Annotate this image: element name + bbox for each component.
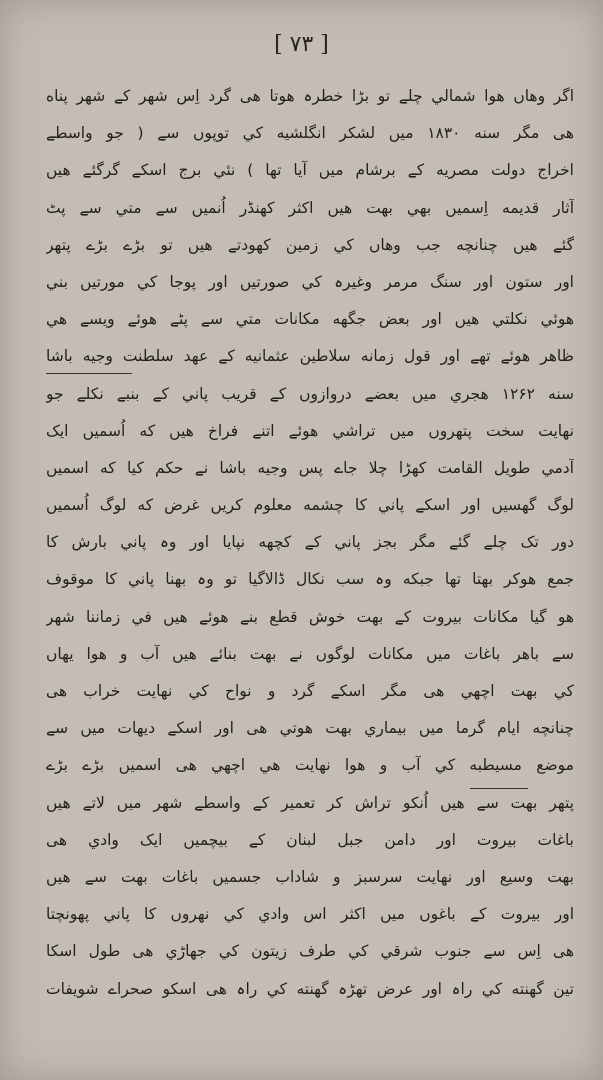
text-line: پتهر بهت سے هیں اُنکو تراش کر تعمیر کے واسطے شهر میں لاتے هیں xyxy=(46,793,574,812)
text-line: آثار قدیمه اِسمیں بهي بهت هیں اکثر کهنڈر اُنمیں سے متي سے پٹ xyxy=(46,198,574,217)
ink-underline xyxy=(470,788,528,789)
text-line: گئے هیں چنانچه جب وهاں کي زمین کهودتے هیں تو بڑے بڑے پتهر xyxy=(46,235,574,254)
text-line: کي بهت اچهي هی مگر اسکے گرد و نواح کي نهایت خراب هی xyxy=(46,682,574,700)
text-line: هو گیا مکانات بیروت کے بهت خوش قطع بنے هوئے هیں في زماننا شهر xyxy=(46,607,574,626)
text-line: چنانچه ایام گرما میں بیماري بهت هوتي هی اور اسکے دیهات میں سے xyxy=(46,719,574,738)
text-line: موضع مسیطبه کي آب و هوا نهایت هي اچهي هی اسمیں بڑے بڑے xyxy=(46,756,574,775)
text-line: اور ستون اور سنگ مرمر وغیرہ کي صورتیں اور پوجا کي مورتیں بني xyxy=(46,272,574,291)
text-line: اگر وهاں هوا شمالي چلے تو بڑا خطرہ هوتا هی گرد اِس شهر کے شهر پناه xyxy=(46,87,574,105)
text-line: اور بیروت کے باغوں میں اکثر اس وادي کي نهروں کا پاني پهونچتا xyxy=(46,905,574,924)
text-line: هوئي نکلتي هیں اور بعض جگهه مکانات متي سے پٹے هوئے ویسے هي xyxy=(46,310,574,329)
text-line: سنه ۱۲۶۲ هجري میں بعضے دروازوں کے قریب پاني کے بنبے نکلے جو xyxy=(46,384,574,403)
text-line: باغات بیروت اور دامن جبل لبنان کے بیچمیں ایک وادي هی xyxy=(46,830,574,849)
text-line: هی مگر سنه ۱۸۳۰ میں لشکر انگلشیه کي توپوں سے ( جو واسطے xyxy=(46,124,574,143)
text-line: آدمي طویل القامت کهڑا چلا جاے پس وجیه باشا نے حکم کیا که اسمیں xyxy=(46,458,574,477)
text-line: سے باهر باغات میں مکانات لوگوں نے بهت بنائے هیں آب و هوا یهاں xyxy=(46,644,574,663)
text-line: بهت وسیع اور نهایت سرسبز و شاداب جسمیں باغات بهت سے هیں xyxy=(46,867,574,886)
page-body-text xyxy=(46,78,574,1008)
text-line: تین گهنته کي راہ اور عرض تهڑہ گهنته کي راہ هی اسکو صحراے شویفات xyxy=(46,979,574,998)
text-line: لوگ گهسیں اور اسکے پاني کا چشمه معلوم کریں غرض که لوگ اُسمیں xyxy=(46,496,574,515)
text-line: جمع هوکر بهتا تها جبکه وہ سب نکال ڈالاگیا تو وہ بهنا پاني کا موقوف xyxy=(46,570,574,589)
text-line: اخراج دولت مصریه کے برشام میں آیا تها ) نئي برج اسکے گرگئے هیں xyxy=(46,161,574,180)
page-number: [ ٧٣ ] xyxy=(274,32,329,57)
ink-underline xyxy=(46,373,132,374)
text-line: دور تک چلے گئے مگر بجز پاني کے کچهه نپایا اور وہ پاني بارش کا xyxy=(46,533,574,552)
text-line: ظاهر هوئے تهے اور قول زمانه سلاطین عثمانیه کے عهد سلطنت وجیه باشا xyxy=(46,347,574,366)
text-line: نهایت سخت پتهروں میں تراشي هوئے اتنے فراخ هیں که اُسمیں ایک xyxy=(46,421,574,440)
text-line: هی اِس سے جنوب شرقي کي طرف زیتون کي جهاڑي هی طول اسکا xyxy=(46,942,574,961)
